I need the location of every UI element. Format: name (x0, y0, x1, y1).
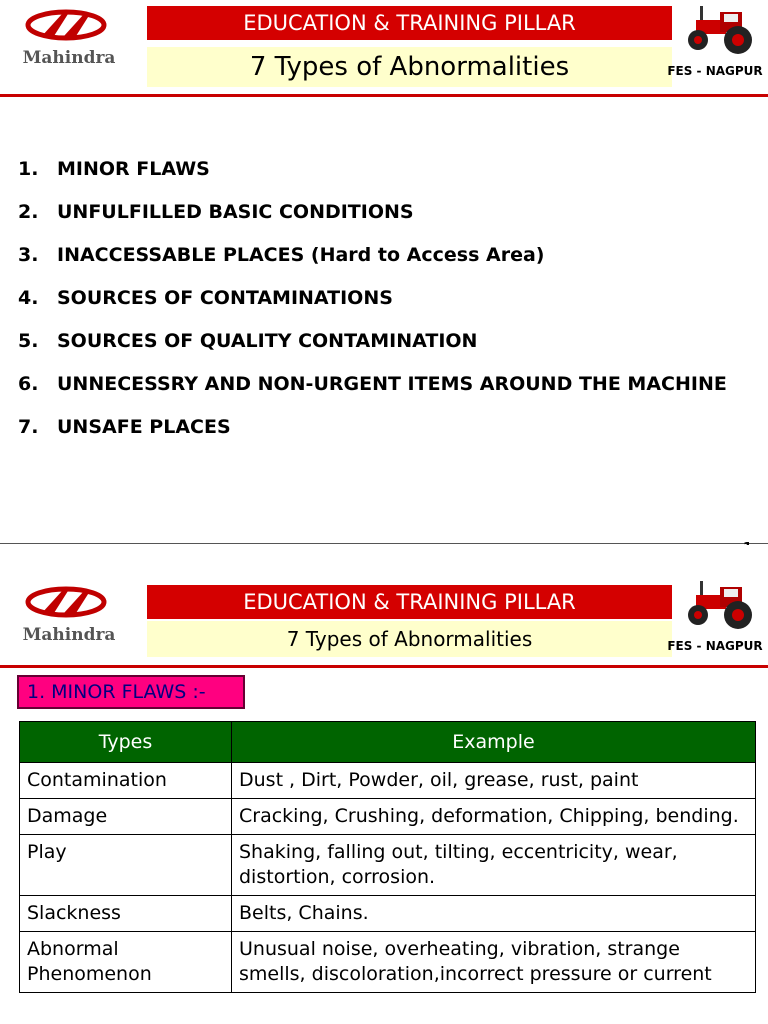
type-cell: Slackness (20, 896, 232, 932)
tractor-icon (676, 577, 758, 631)
list-item: 3. INACCESSABLE PLACES (Hard to Access Area) (18, 244, 545, 266)
mahindra-logo (4, 585, 134, 645)
table-header-row (20, 722, 756, 763)
location-label: FES - NAGPUR (667, 639, 763, 653)
example-cell: Unusual noise, overheating, vibration, strange smells, discoloration,incorrect pressure or current (232, 932, 756, 993)
column-header-example: Example (232, 722, 756, 763)
list-item: 1. MINOR FLAWS (18, 158, 210, 180)
list-item: 5. SOURCES OF QUALITY CONTAMINATION (18, 330, 478, 352)
tractor-icon (676, 2, 758, 56)
page-title: 7 Types of Abnormalities (147, 621, 672, 657)
table-row (20, 932, 756, 993)
table-row (20, 763, 756, 799)
table-row (20, 799, 756, 835)
list-item: 7. UNSAFE PLACES (18, 416, 231, 438)
page-title: 7 Types of Abnormalities (147, 47, 672, 87)
svg-text:Mahindra: Mahindra (22, 48, 116, 68)
list-item: 4. SOURCES OF CONTAMINATIONS (18, 287, 393, 309)
divider (0, 665, 768, 668)
minor-flaws-table (19, 721, 756, 993)
example-cell: Shaking, falling out, tilting, eccentricity, wear, distortion, corrosion. (232, 835, 756, 896)
example-cell: Cracking, Crushing, deformation, Chipping, bending. (232, 799, 756, 835)
section-title: 1. MINOR FLAWS :- (17, 675, 245, 709)
header-title: EDUCATION & TRAINING PILLAR (147, 6, 672, 40)
list-item: 2. UNFULFILLED BASIC CONDITIONS (18, 201, 414, 223)
mahindra-logo (4, 8, 134, 68)
type-cell: Play (20, 835, 232, 896)
slide-2 (0, 545, 768, 1024)
header-title: EDUCATION & TRAINING PILLAR (147, 585, 672, 619)
table-row (20, 835, 756, 896)
example-cell: Belts, Chains. (232, 896, 756, 932)
abnormality-list (18, 158, 727, 459)
divider (0, 543, 768, 544)
table-row (20, 896, 756, 932)
type-cell: Abnormal Phenomenon (20, 932, 232, 993)
svg-text:Mahindra: Mahindra (22, 625, 116, 645)
location-label: FES - NAGPUR (667, 64, 763, 78)
divider (0, 94, 768, 97)
type-cell: Damage (20, 799, 232, 835)
example-cell: Dust , Dirt, Powder, oil, grease, rust, paint (232, 763, 756, 799)
list-item: 6. UNNECESSRY AND NON-URGENT ITEMS AROUND THE MACHINE (18, 373, 727, 395)
column-header-types: Types (20, 722, 232, 763)
type-cell: Contamination (20, 763, 232, 799)
